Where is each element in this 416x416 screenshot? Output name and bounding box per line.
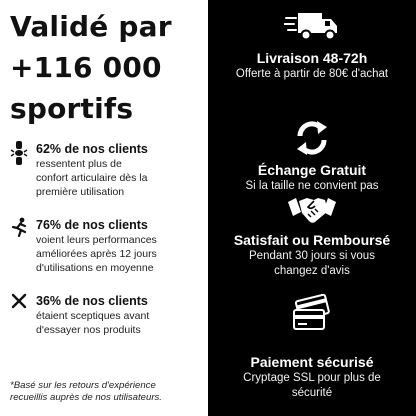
- stat-title: 76% de nos clients: [36, 218, 148, 232]
- footnote-line: *Basé sur les retours d'expérience: [10, 380, 156, 391]
- delivery-truck-icon: [208, 10, 416, 44]
- headline-line: Validé par: [10, 10, 172, 43]
- stat-line: d'essayer nos produits: [36, 324, 141, 336]
- runner-icon: [10, 217, 28, 239]
- feature-title: Paiement sécurisé: [250, 354, 374, 370]
- feature-line: changez d'avis: [274, 265, 350, 277]
- stat-line: améliorées après 12 jours: [36, 248, 157, 260]
- stat-line: première utilisation: [36, 186, 125, 198]
- feature-exchange: [208, 118, 416, 194]
- headline-line: sportifs: [10, 92, 134, 125]
- stat-line: ressentent plus de: [36, 158, 122, 170]
- stat-sceptics: [10, 293, 200, 337]
- credit-cards-icon: [208, 294, 416, 334]
- feature-payment: [208, 294, 416, 401]
- stat-line: confort articulaire dès la: [36, 172, 148, 184]
- stat-line: étaient sceptiques avant: [36, 310, 150, 322]
- stat-line: d'utilisations en moyenne: [36, 262, 154, 274]
- feature-line: Pendant 30 jours si vous: [249, 250, 375, 262]
- exchange-arrows-icon: [208, 118, 416, 158]
- feature-line: Si la taille ne convient pas: [245, 180, 379, 192]
- stat-joint-comfort: [10, 141, 200, 199]
- headline-line: +116 000: [10, 51, 162, 84]
- feature-title: Satisfait ou Remboursé: [233, 232, 391, 248]
- stat-title: 62% de nos clients: [36, 142, 148, 156]
- feature-line: Cryptage SSL pour plus de: [243, 372, 381, 384]
- guarantees-panel: [208, 0, 416, 416]
- footnote: [10, 380, 202, 404]
- feature-refund: [208, 192, 416, 279]
- headline: [10, 6, 200, 129]
- stat-title: 36% de nos clients: [36, 294, 148, 308]
- feature-title: Livraison 48-72h: [256, 50, 368, 66]
- stat-performance: [10, 217, 200, 275]
- feature-delivery: [208, 10, 416, 82]
- handshake-icon: [208, 192, 416, 226]
- stat-line: voient leurs performances: [36, 234, 157, 246]
- footnote-line: recueillis auprès de nos utilisateurs.: [10, 392, 162, 403]
- feature-title: Échange Gratuit: [257, 162, 367, 178]
- feature-line: sécurité: [291, 387, 333, 399]
- feature-line: Offerte à partir de 80€ d'achat: [235, 68, 389, 80]
- cross-icon: [10, 293, 28, 315]
- knee-joint-icon: [10, 141, 28, 163]
